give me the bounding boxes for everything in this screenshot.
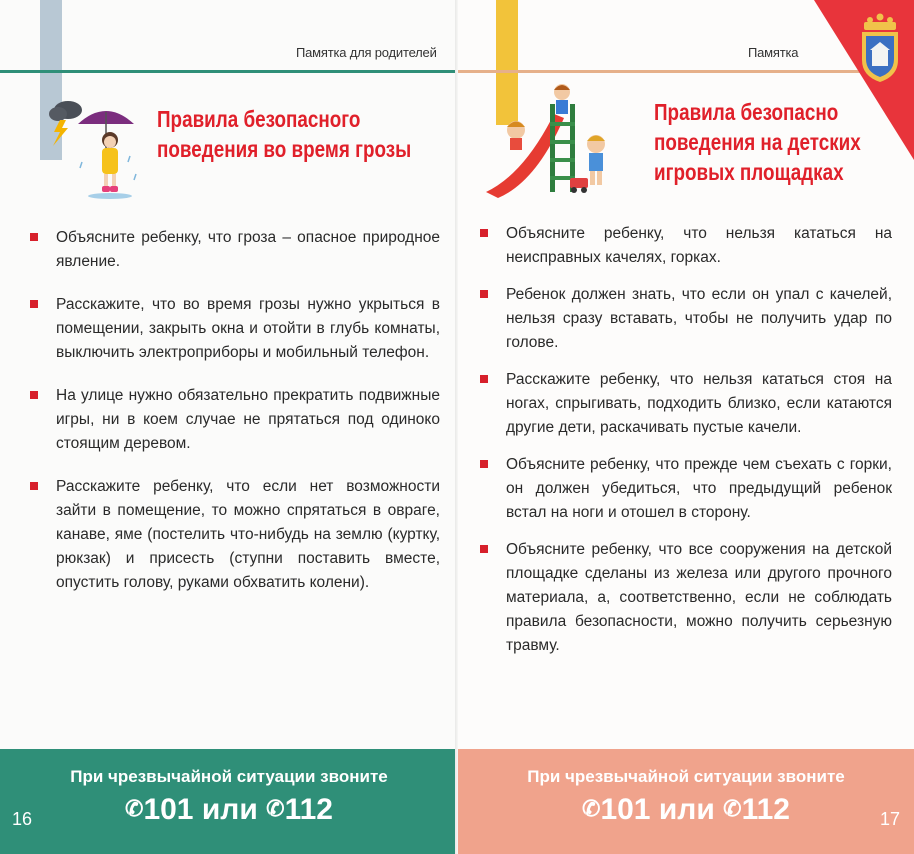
bullet-marker	[480, 229, 488, 237]
advice-list	[480, 222, 892, 671]
header-rule	[0, 70, 458, 73]
emergency-footer	[0, 749, 458, 854]
playground-slide-illustration	[484, 74, 614, 202]
list-item: Расскажите ребенку, что если нет возможности зайти в помещение, то можно спрятаться в овраге, канаве, яме (постелить что-нибудь на землю (куртку, рюкзак) и присесть (ступни поставить вместе, опустить голову, руками обхватить колени).	[30, 475, 440, 595]
bullet-marker	[480, 375, 488, 383]
list-item: Расскажите ребенку, что нельзя кататься стоя на ногах, спрыгивать, подходить близко, если катаются другие дети, раскачивать пустые качели.	[480, 368, 892, 440]
right-page	[458, 0, 914, 854]
bullet-marker	[30, 300, 38, 308]
coat-of-arms-icon	[862, 14, 898, 83]
bullet-marker	[30, 233, 38, 241]
list-item: Объясните ребенку, что все сооружения на детской площадке сделаны из железа или другого прочного материала, а, соответственно, если не соблюдать правила безопасности, можно получить серьезную травму.	[480, 538, 892, 658]
list-item: Объясните ребенку, что нельзя кататься на неисправных качелях, горках.	[480, 222, 892, 270]
bullet-marker	[480, 460, 488, 468]
phone-icon: ✆	[723, 796, 742, 821]
page-number: 17	[879, 809, 900, 829]
footer-text: При чрезвычайной ситуации звоните	[70, 767, 388, 786]
list-item: Ребенок должен знать, что если он упал с качелей, нельзя сразу вставать, чтобы не получить удар по голове.	[480, 283, 892, 355]
phone-icon: ✆	[266, 796, 285, 821]
list-item: Объясните ребенку, что гроза – опасное природное явление.	[30, 226, 440, 274]
list-item: Расскажите, что во время грозы нужно укрыться в помещении, закрыть окна и отойти в глубь комнаты, выключить электроприборы и мобильный телефон.	[30, 293, 440, 365]
page-number: 16	[12, 809, 33, 829]
list-item: Объясните ребенку, что прежде чем съехать с горки, он должен убедиться, что предыдущий ребенок встал на ноги и отошел в сторону.	[480, 453, 892, 525]
phone-icon: ✆	[582, 796, 601, 821]
page-title: Правила безопасно поведения на детских игровых площадках	[654, 99, 861, 185]
bullet-marker	[30, 482, 38, 490]
thunderstorm-girl-illustration	[44, 92, 144, 204]
page-title: Правила безопасного поведения во время грозы	[157, 106, 412, 162]
phone-icon: ✆	[125, 796, 144, 821]
footer-text: При чрезвычайной ситуации звоните	[527, 767, 845, 786]
bullet-marker	[480, 290, 488, 298]
emergency-footer	[458, 749, 914, 854]
list-item: На улице нужно обязательно прекратить подвижные игры, ни в коем случае не прятаться под одиноко стоящим деревом.	[30, 384, 440, 456]
page-header: Памятка	[748, 45, 799, 60]
bullet-marker	[30, 391, 38, 399]
coat-of-arms-badge	[814, 0, 914, 160]
advice-list	[30, 226, 440, 614]
page-header: Памятка для родителей	[296, 45, 437, 60]
emergency-phones: ✆101 или ✆112	[125, 793, 333, 826]
bullet-marker	[480, 545, 488, 553]
emergency-phones: ✆101 или ✆112	[582, 793, 790, 826]
